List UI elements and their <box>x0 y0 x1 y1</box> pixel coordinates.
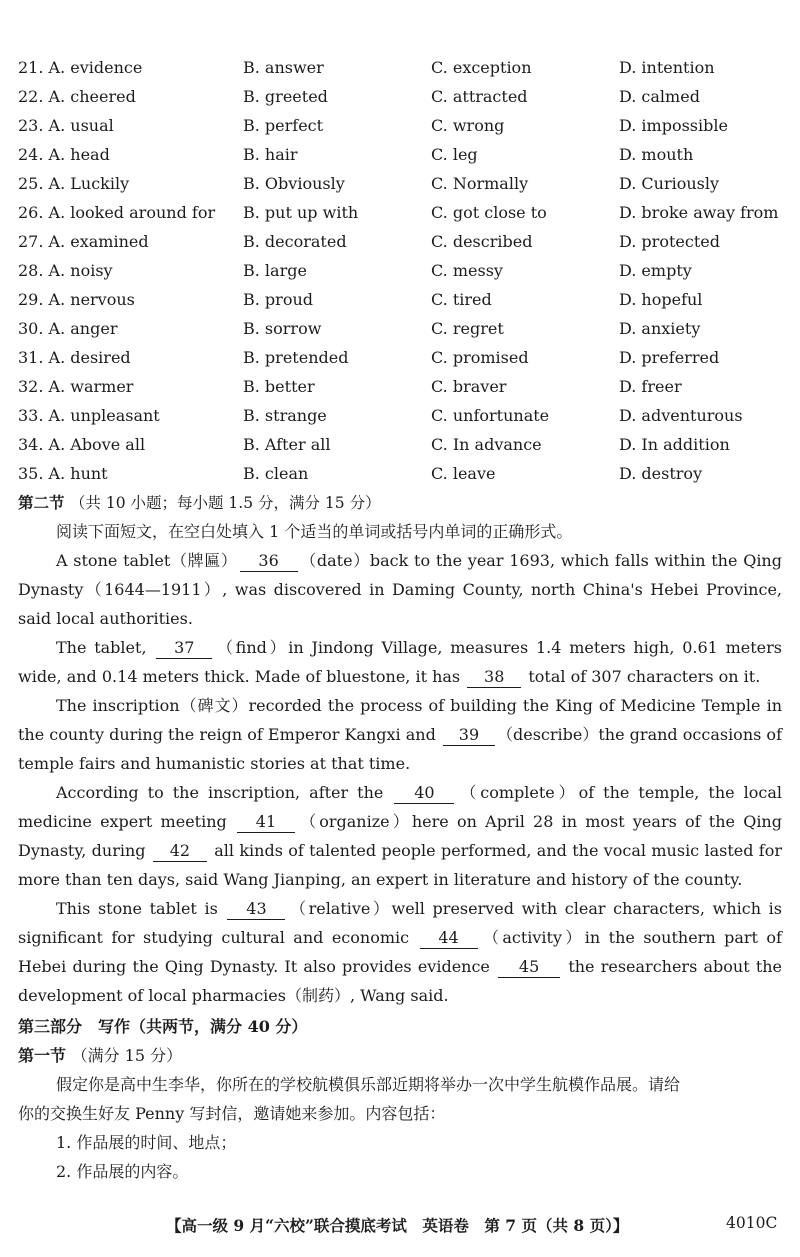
passage-text: （complete）of the temple, the local medicine expert meeting <box>18 783 782 831</box>
passage-text: （find）in Jindong Village, measures 1.4 meters high, 0.61 meters wide, and 0.14 meters thick. Made of bluestone, it has <box>18 638 783 686</box>
option-d: D. Curiously <box>619 174 720 193</box>
option-a: 22. A. cheered <box>18 87 136 106</box>
footer-exam-info: 【高一级 9 月“六校”联合摸底考试 英语卷 第 7 页（共 8 页）】 <box>166 1216 629 1235</box>
option-c: C. tired <box>431 290 492 309</box>
option-a: 31. A. desired <box>18 348 131 367</box>
passage-paragraph-3 <box>18 691 782 778</box>
passage-text: The inscription（碑文）recorded the process of building the King of Medicine Temple in the county during the reign of Emperor Kangxi and <box>18 696 782 744</box>
passage-paragraph-1 <box>18 546 782 633</box>
option-b: B. answer <box>243 58 324 77</box>
option-d: D. broke away from <box>619 203 779 222</box>
section-2-instruction: 阅读下面短文，在空白处填入 1 个适当的单词或括号内单词的正确形式。 <box>56 522 573 541</box>
blank-36: 36 <box>240 551 298 572</box>
option-row-31 <box>18 346 788 375</box>
option-row-22 <box>18 85 788 114</box>
passage-text: total of 307 characters on it. <box>528 667 761 686</box>
blank-42: 42 <box>153 841 207 862</box>
option-a: 34. A. Above all <box>18 435 146 454</box>
option-c: C. Normally <box>431 174 529 193</box>
option-b: B. strange <box>243 406 327 425</box>
part-3-section-1-heading <box>18 1043 182 1066</box>
blank-41: 41 <box>237 812 295 833</box>
option-b: B. better <box>243 377 315 396</box>
option-row-33 <box>18 404 788 433</box>
option-b: B. clean <box>243 464 309 483</box>
option-c: C. got close to <box>431 203 547 222</box>
option-b: B. decorated <box>243 232 347 251</box>
blank-38: 38 <box>467 667 521 688</box>
option-a: 27. A. examined <box>18 232 149 251</box>
passage-paragraph-2 <box>18 633 782 691</box>
passage-text: （activity）in the southern part of Hebei during the Qing Dynasty. It also provides evidence <box>18 928 782 976</box>
option-row-23 <box>18 114 788 143</box>
option-row-25 <box>18 172 788 201</box>
blank-37: 37 <box>156 638 212 659</box>
blank-40: 40 <box>394 783 454 804</box>
option-row-26 <box>18 201 788 230</box>
option-row-28 <box>18 259 788 288</box>
writing-task-item-2: 2. 作品展的内容。 <box>56 1162 189 1181</box>
part-3-title: 第三部分 写作（共两节，满分 40 分） <box>18 1017 308 1036</box>
blank-44: 44 <box>420 928 478 949</box>
option-b: B. perfect <box>243 116 324 135</box>
option-row-32 <box>18 375 788 404</box>
option-a: 32. A. warmer <box>18 377 134 396</box>
option-c: C. leg <box>431 145 478 164</box>
options-grid <box>18 56 788 491</box>
option-a: 21. A. evidence <box>18 58 143 77</box>
option-a: 33. A. unpleasant <box>18 406 160 425</box>
section-2-heading <box>18 491 381 513</box>
option-b: B. proud <box>243 290 313 309</box>
option-row-24 <box>18 143 788 172</box>
option-b: B. hair <box>243 145 298 164</box>
part-3-section-1-title: 第一节 <box>18 1046 67 1065</box>
option-row-27 <box>18 230 788 259</box>
option-b: B. greeted <box>243 87 328 106</box>
option-d: D. adventurous <box>619 406 743 425</box>
option-row-35 <box>18 462 788 491</box>
option-d: D. hopeful <box>619 290 703 309</box>
blank-45: 45 <box>498 957 560 978</box>
option-a: 29. A. nervous <box>18 290 135 309</box>
option-a: 30. A. anger <box>18 319 118 338</box>
option-d: D. intention <box>619 58 715 77</box>
passage-text: （describe）the grand occasions of temple fairs and humanistic stories at that time. <box>18 725 782 773</box>
option-d: D. protected <box>619 232 720 251</box>
passage-text: According to the inscription, after the <box>56 783 384 802</box>
passage-paragraph-5 <box>18 894 782 1010</box>
option-c: C. leave <box>431 464 496 483</box>
option-d: D. anxiety <box>619 319 701 338</box>
option-row-34 <box>18 433 788 462</box>
option-c: C. messy <box>431 261 503 280</box>
option-d: D. In addition <box>619 435 730 454</box>
option-a: 28. A. noisy <box>18 261 113 280</box>
passage-text: the researchers about the development of local pharmacies（制药）, Wang said. <box>18 957 783 1005</box>
passage-text: A stone tablet（牌匾） <box>56 551 238 570</box>
passage-paragraph-4 <box>18 778 782 894</box>
passage-text: The tablet, <box>56 638 147 657</box>
option-row-30 <box>18 317 788 346</box>
blank-39: 39 <box>443 725 495 746</box>
option-b: B. sorrow <box>243 319 322 338</box>
option-b: B. Obviously <box>243 174 345 193</box>
option-a: 24. A. head <box>18 145 110 164</box>
option-b: B. pretended <box>243 348 349 367</box>
writing-task-item-1: 1. 作品展的时间、地点； <box>56 1133 237 1152</box>
option-d: D. mouth <box>619 145 694 164</box>
option-d: D. impossible <box>619 116 728 135</box>
option-a: 35. A. hunt <box>18 464 108 483</box>
passage-text: all kinds of talented people performed, and the vocal music lasted for more than ten days, said Wang Jianping, an expert in literature and history of the county. <box>18 841 783 889</box>
option-row-21 <box>18 56 788 85</box>
option-c: C. In advance <box>431 435 542 454</box>
writing-task-line-2: 你的交换生好友 Penny 写封信，邀请她来参加。内容包括： <box>18 1104 446 1123</box>
part-3-section-1-meta: （满分 15 分） <box>71 1046 183 1065</box>
option-c: C. unfortunate <box>431 406 550 425</box>
option-c: C. attracted <box>431 87 528 106</box>
option-c: C. wrong <box>431 116 505 135</box>
option-a: 26. A. looked around for <box>18 203 216 222</box>
option-c: C. exception <box>431 58 532 77</box>
passage-text: （organize）here on April 28 in most years of the Qing Dynasty, during <box>18 812 782 860</box>
option-row-29 <box>18 288 788 317</box>
passage-text: （relative）well preserved with clear characters, which is significant for studying cultural and economic <box>18 899 782 947</box>
option-d: D. freer <box>619 377 682 396</box>
option-d: D. calmed <box>619 87 700 106</box>
option-d: D. empty <box>619 261 692 280</box>
passage-text: This stone tablet is <box>56 899 218 918</box>
option-b: B. After all <box>243 435 331 454</box>
section-2-meta: （共 10 小题；每小题 1.5 分，满分 15 分） <box>69 494 381 512</box>
option-c: C. regret <box>431 319 504 338</box>
blank-43: 43 <box>227 899 285 920</box>
option-c: C. braver <box>431 377 507 396</box>
writing-task-line-1: 假定你是高中生李华，你所在的学校航模俱乐部近期将举办一次中学生航模作品展。请给 <box>56 1075 681 1094</box>
option-a: 23. A. usual <box>18 116 114 135</box>
page-footer <box>0 1214 800 1240</box>
footer-code: 4010C <box>726 1214 778 1232</box>
option-b: B. put up with <box>243 203 359 222</box>
option-b: B. large <box>243 261 307 280</box>
option-d: D. preferred <box>619 348 720 367</box>
option-c: C. promised <box>431 348 529 367</box>
passage-text: （date）back to the year 1693, which falls within the Qing Dynasty（1644—1911）, was discovered in Daming County, north China's Hebei Province, said local authorities. <box>18 551 782 628</box>
option-c: C. described <box>431 232 533 251</box>
option-d: D. destroy <box>619 464 703 483</box>
option-a: 25. A. Luckily <box>18 174 130 193</box>
section-2-title: 第二节 <box>18 493 65 512</box>
